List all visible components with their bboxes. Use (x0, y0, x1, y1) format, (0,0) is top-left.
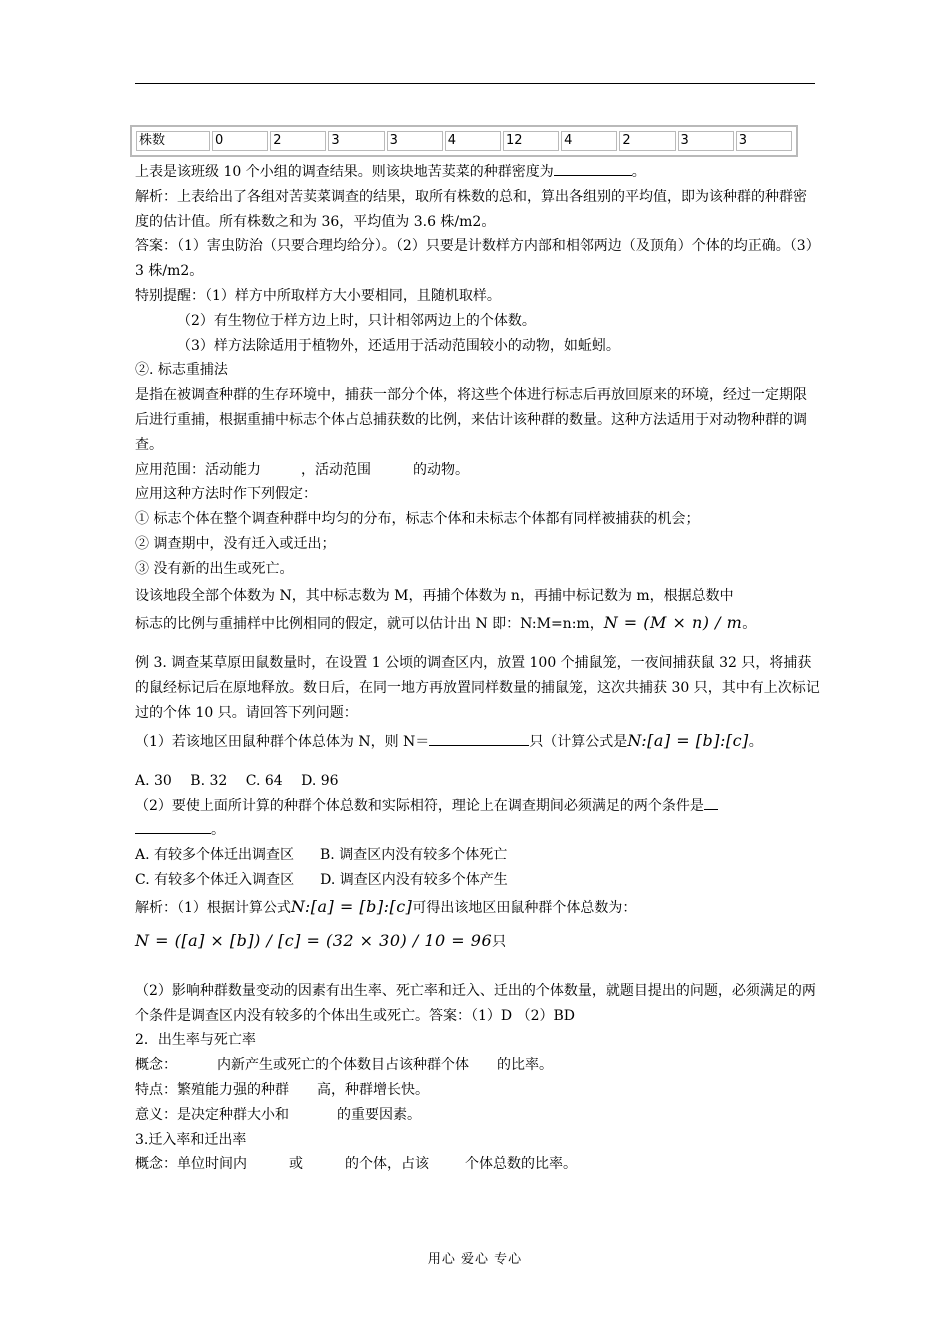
paragraph-note: 特别提醒：（1）样方中所取样方大小要相同，且随机取样。 (135, 287, 501, 304)
text: 的动物。 (413, 461, 469, 478)
text: 。 (211, 822, 225, 839)
formula: N:[a] = [b]:[c] (627, 730, 749, 750)
text: 高，种群增长快。 (317, 1081, 429, 1098)
text: A. 有较多个体迁出调查区 (135, 847, 295, 864)
paragraph (135, 794, 820, 819)
page-footer (0, 1248, 950, 1267)
text: 意义：是决定种群大小和 (135, 1106, 289, 1123)
paragraph (135, 922, 820, 961)
paragraph (135, 1078, 820, 1103)
answer-blank (704, 795, 718, 810)
section-heading: 3.迁入率和迁出率 (135, 1131, 247, 1148)
paragraph (135, 1053, 820, 1078)
text: B. 调查区内没有较多个体死亡 (320, 847, 508, 864)
text: 解析：（1）根据计算公式 (135, 899, 291, 916)
paragraph-answer: 答案：（1）害虫防治（只要合理均给分）。（2）只要是计数样方内部和相邻两边（及顶角）个体的均正确。（3）3 株/m2。 (135, 238, 820, 280)
formula: N = ([a] × [b]) / [c] = (32 × 30) / 10 = 96 (135, 930, 493, 950)
text: （1）若该地区田鼠种群个体总体为 N，则 N＝ (135, 733, 430, 750)
table-cell: 4 (445, 131, 501, 151)
table-cell: 2 (619, 131, 675, 151)
text: ，活动范围 (301, 461, 371, 478)
text: 概念：单位时间内 (135, 1156, 247, 1173)
text: 的比率。 (497, 1057, 553, 1074)
paragraph-note: （3）样方法除适用于植物外，还适用于活动范围较小的动物，如蚯蚓。 (177, 337, 620, 354)
table-row (136, 131, 792, 151)
options (135, 843, 820, 868)
paragraph (135, 608, 820, 639)
example-question: 例 3. 调查某草原田鼠数量时，在设置 1 公顷的调查区内，放置 100 个捕鼠笼，一夜间捕获鼠 32 只，将捕获的鼠经标记后在原地释放。数日后，在同一地方再放置同样数量的捕鼠笼，这次共捕获 30 只，其中有上次标记过的个体 10 只。请回答下列问题： (135, 655, 820, 721)
paragraph: 设该地段全部个体数为 N，其中标志数为 M，再捕个体数为 n，再捕中标记数为 m，根据总数中 (135, 587, 734, 604)
text: 可得出该地区田鼠种群个体总数为： (412, 899, 637, 916)
answer-blank (135, 819, 211, 834)
paragraph-note: （2）有生物位于样方边上时，只计相邻两边上的个体数。 (177, 312, 536, 329)
table-cell: 3 (387, 131, 443, 151)
text: 应用范围：活动能力 (135, 461, 261, 478)
text: 或 (289, 1156, 303, 1173)
paragraph: 是指在被调查种群的生存环境中，捕获一部分个体，将这些个体进行标志后再放回原来的环境，经过一定期限后进行重捕，根据重捕中标志个体占总捕获数的比例，来估计该种群的数量。这种方法适用于对动物种群的调查。 (135, 387, 807, 453)
list-item: ③ 没有新的出生或死亡。 (135, 560, 294, 577)
answer-blank (429, 731, 529, 746)
data-table (130, 125, 798, 157)
paragraph-analysis: 解析：上表给出了各组对苦荬菜调查的结果，取所有株数的总和，算出各组别的平均值，即为该种群的种群密度的估计值。所有株数之和为 36，平均值为 3.6 株/m2。 (135, 188, 807, 230)
table-cell: 12 (503, 131, 559, 151)
table-cell: 4 (561, 131, 617, 151)
text: 标志的比例与重捕样中比例相同的假定，就可以估计出 N 即：N:M=n:m， (135, 616, 604, 633)
section-heading: 2．出生率与死亡率 (135, 1032, 256, 1049)
paragraph: 应用这种方法时作下列假定： (135, 486, 317, 503)
paragraph (135, 458, 820, 483)
list-item: ② 调查期中，没有迁入或迁出； (135, 535, 336, 552)
table-cell: 0 (212, 131, 268, 151)
text: 的个体，占该 (345, 1156, 429, 1173)
text: 只（计算公式是 (529, 733, 628, 750)
list-item: ① 标志个体在整个调查种群中均匀的分布，标志个体和未标志个体都有同样被捕获的机会； (135, 511, 700, 528)
table-cell: 3 (328, 131, 384, 151)
table-header-cell: 株数 (136, 131, 210, 151)
answer-blank (554, 161, 632, 176)
paragraph (135, 1152, 820, 1177)
text: D. 调查区内没有较多个体产生 (320, 871, 508, 888)
formula: N:[a] = [b]:[c] (290, 896, 413, 916)
text: 个体总数的比率。 (465, 1156, 577, 1173)
text: 。 (742, 616, 757, 633)
text: 的重要因素。 (337, 1106, 421, 1123)
paragraph (135, 160, 820, 185)
section-heading: ②. 标志重捕法 (135, 362, 228, 379)
options: A. 30 B. 32 C. 64 D. 96 (135, 772, 339, 789)
paragraph (135, 1103, 820, 1128)
paragraph-analysis (135, 893, 820, 922)
text: 内新产生或死亡的个体数目占该种群个体 (217, 1057, 469, 1074)
table-cell: 3 (736, 131, 792, 151)
text: C. 有较多个体迁入调查区 (135, 871, 295, 888)
text: 特点：繁殖能力强的种群 (135, 1081, 289, 1098)
text: 。 (631, 164, 646, 180)
document-body (135, 160, 820, 1177)
table-cell: 2 (270, 131, 326, 151)
header-rule (135, 83, 815, 84)
text: 上表是该班级 10 个小组的调查结果。则该块地苦荬菜的种群密度为 (135, 164, 554, 180)
text: 只 (492, 933, 507, 950)
paragraph-analysis: （2）影响种群数量变动的因素有出生率、死亡率和迁入、迁出的个体数量，就题目提出的问题，必须满足的两个条件是调查区内没有较多的个体出生或死亡。答案：（1）D （2）BD (135, 982, 816, 1024)
options (135, 868, 820, 893)
text: 。 (748, 733, 763, 750)
text: 概念： (135, 1057, 177, 1074)
paragraph (135, 818, 820, 843)
table-cell: 3 (678, 131, 734, 151)
footer-text: 用心 爱心 专心 (427, 1252, 523, 1267)
formula: N = (M × n) / m (603, 613, 743, 633)
paragraph (135, 726, 820, 757)
text: （2）要使上面所计算的种群个体总数和实际相符，理论上在调查期间必须满足的两个条件是 (135, 797, 704, 814)
